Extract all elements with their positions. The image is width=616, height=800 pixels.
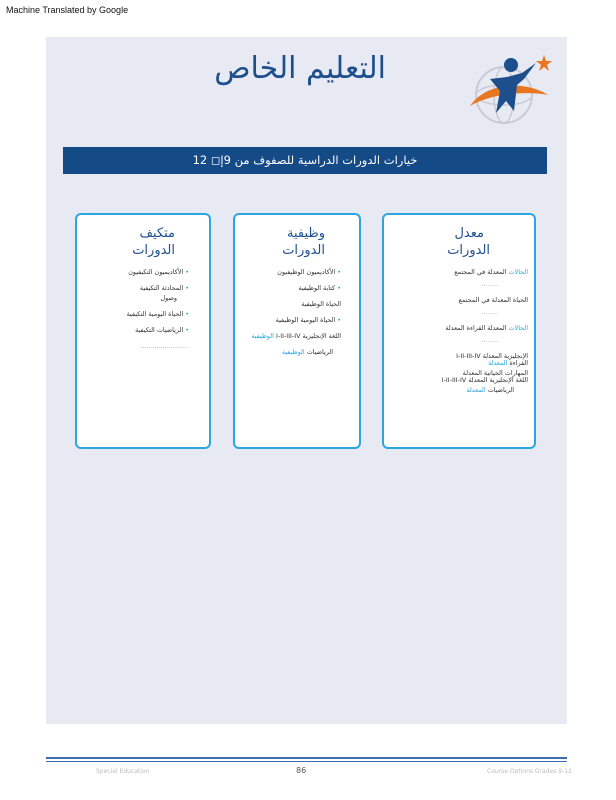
functional-courses-card — [233, 213, 361, 449]
course-item[interactable]: • المحادثة التكيفية — [139, 284, 189, 292]
course-item: ........ — [481, 280, 498, 288]
card-heading-bottom: الدورات — [447, 243, 490, 258]
course-item[interactable]: • الحياة اليومية الوظيفية — [275, 316, 341, 324]
card-heading-bottom: الدورات — [282, 243, 325, 258]
course-item[interactable]: الإنجليزية المعدلة I-II-III-IV — [456, 352, 528, 360]
page-number: 86 — [296, 766, 307, 775]
course-item: ........................ — [140, 342, 189, 350]
footer-rule — [46, 757, 567, 759]
school-logo — [462, 51, 554, 131]
page-title: التعليم الخاص — [214, 51, 386, 86]
course-item[interactable]: الرياضيات المعدلة — [466, 386, 514, 394]
course-item[interactable]: الحالات المعدلة في المجتمع — [454, 268, 528, 276]
course-item[interactable]: • كتابة الوظيفية — [298, 284, 341, 292]
course-item[interactable]: الحالات المعدلة القراءة المعدلة — [445, 324, 528, 332]
content-panel — [46, 37, 567, 724]
course-item[interactable]: الحياة المعدلة في المجتمع — [458, 296, 528, 304]
grades-banner: خيارات الدورات الدراسية للصفوف من 9إ◻ 12 — [63, 147, 547, 174]
footer-rule-thin — [46, 761, 567, 762]
course-item[interactable]: اللغة الإنجليزية I-II-III-IV الوظيفية — [251, 332, 341, 340]
card-course-list — [235, 269, 359, 356]
card-heading-top: معدل — [454, 226, 484, 241]
footer-left-text: Special Education — [96, 768, 150, 775]
card-heading-top: متكيف — [139, 226, 175, 241]
course-item[interactable]: • الأكاديميون الوظيفيون — [277, 268, 341, 276]
modified-courses-card — [382, 213, 536, 449]
course-item[interactable]: اللغة الإنجليزية المعدلة I-II-III-IV — [441, 376, 528, 384]
course-item[interactable]: المهارات الحياتية المعدلة — [462, 369, 528, 377]
course-item: ........ — [481, 336, 498, 344]
machine-translated-note: Machine Translated by Google — [6, 5, 129, 15]
course-item: ........ — [481, 308, 498, 316]
course-item[interactable]: • الأكاديميون التكيفيون — [128, 268, 189, 276]
course-item[interactable]: • الحياة اليومية التكيفية — [126, 310, 189, 318]
footer-right-text: Course Options Grades 9-12 — [487, 768, 572, 775]
course-item: الحياة الوظيفية — [301, 300, 341, 308]
card-course-list — [384, 269, 534, 394]
course-item[interactable]: • الرياضيات التكيفية — [135, 326, 189, 334]
adaptive-courses-card — [75, 213, 211, 449]
card-heading-top: وظيفية — [286, 226, 325, 241]
course-item[interactable]: الرياضيات الوظيفية — [282, 348, 333, 356]
card-course-list — [77, 269, 209, 350]
course-item: وصول — [160, 294, 177, 302]
course-item[interactable]: القراءة المعدلة — [488, 359, 528, 367]
card-heading-bottom: الدورات — [132, 243, 175, 258]
